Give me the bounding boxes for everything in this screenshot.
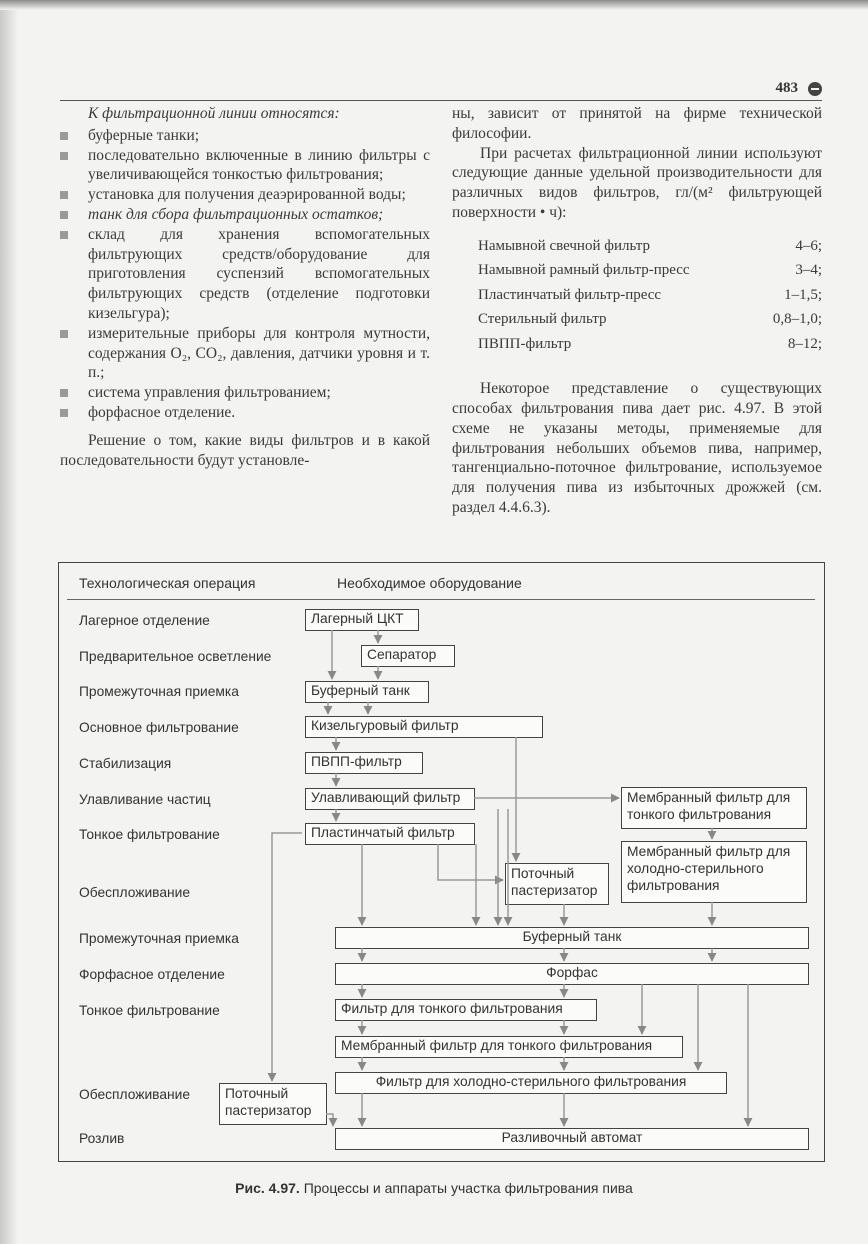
operation-label: Лагерное отделение	[79, 613, 210, 628]
page-edge-shadow	[0, 0, 18, 1244]
figure-caption: Рис. 4.97. Процессы и аппараты участка фильтрования пива	[235, 1180, 633, 1196]
membrane-fine-filter-box: Мембранный фильтр для тонкого фильтрования	[621, 787, 807, 829]
operation-label: Розлив	[79, 1131, 125, 1146]
right-column	[452, 104, 822, 518]
rate-row: Намывной рамный фильтр-пресс 3–4;	[478, 262, 822, 279]
cold-sterile-filter-box: Фильтр для холодно-стерильного фильтрования	[335, 1072, 727, 1094]
buffer-tank-box: Буферный танк	[305, 681, 429, 703]
header-equipment: Необходимое оборудование	[337, 575, 522, 591]
list-item: склад для хранения вспомогательных фильтрующих средств/оборудование для приготовления суспензий вспомогательных фильтрующих средств (отделение подготовки кизельгура);	[60, 225, 430, 324]
left-column	[60, 104, 430, 470]
buffer-tank-2-box: Буферный танк	[335, 927, 809, 949]
bullet-icon	[60, 389, 68, 397]
operation-label: Обеспложивание	[79, 885, 191, 900]
closing-paragraph: Решение о том, какие виды фильтров и в какой последовательности будут установле-	[60, 431, 430, 469]
operation-label: Предварительное осветление	[79, 649, 272, 664]
plate-filter-box: Пластинчатый фильтр	[305, 823, 475, 845]
bottling-machine-box: Разливочный автомат	[335, 1128, 809, 1150]
flow-pasteurizer-2-box: Поточный пастеризатор	[219, 1083, 327, 1125]
membrane-fine-2-box: Мембранный фильтр для тонкого фильтрования	[335, 1036, 683, 1058]
running-header	[60, 80, 822, 101]
bullet-icon	[60, 231, 68, 239]
membrane-cold-sterile-box: Мембранный фильтр для холодно-стерильного фильтрования	[621, 841, 807, 903]
rate-row: Стерильный фильтр 0,8–1,0;	[478, 311, 822, 328]
rate-row: Намывной свечной фильтр 4–6;	[478, 237, 822, 254]
list-intro: К фильтрационной линии относятся:	[88, 105, 340, 122]
operation-label: Промежуточная приемка	[79, 931, 239, 946]
bullet-icon	[60, 191, 68, 199]
bullet-icon	[60, 152, 68, 160]
operation-label: Обеспложивание	[79, 1087, 191, 1102]
separator-box: Сепаратор	[361, 645, 455, 667]
list-item: установка для получения деаэрированной воды;	[60, 185, 430, 205]
operation-label: Форфасное отделение	[79, 967, 225, 982]
rate-row: Пластинчатый фильтр-пресс 1–1,5;	[478, 286, 822, 303]
fine-filter-box: Фильтр для тонкого фильтрования	[335, 999, 597, 1021]
page-marker-icon	[808, 82, 822, 96]
list-item: буферные танки;	[60, 126, 430, 146]
page-number: 483	[775, 80, 798, 96]
trap-filter-box: Улавливающий фильтр	[305, 788, 475, 810]
bullet-icon	[60, 211, 68, 219]
rates-intro: При расчетах фильтрационной линии используют следующие данные удельной производительности для различных видов фильтров, гл/(м² фильтрующей поверхности • ч):	[452, 144, 822, 221]
bullet-icon	[60, 132, 68, 140]
top-scan-edge	[0, 0, 868, 10]
bullet-icon	[60, 330, 68, 338]
rates-table	[478, 237, 822, 360]
bullet-icon	[60, 409, 68, 417]
flow-pasteurizer-box: Поточный пастеризатор	[505, 863, 609, 905]
header-rule	[67, 599, 815, 600]
list-item: форфасное отделение.	[60, 403, 430, 423]
figure-reference-paragraph: Некоторое представление о существующих способах фильтрования пива дает рис. 4.97. В этой схеме не указаны методы, применяемые для фильтрования небольших объемов пива, например, тангенциально-поточное фильтрование, используемое для получения пива из избыточных дрожжей (см. раздел 4.4.6.3).	[452, 380, 822, 517]
operation-label: Тонкое фильтрование	[79, 827, 220, 842]
operation-label: Тонкое фильтрование	[79, 1003, 220, 1018]
operation-label: Основное фильтрование	[79, 720, 239, 735]
kieselguhr-filter-box: Кизельгуровый фильтр	[305, 716, 543, 738]
pvpp-filter-box: ПВПП-фильтр	[305, 752, 423, 774]
operation-label: Улавливание частиц	[79, 792, 211, 807]
list-item: система управления фильтрованием;	[60, 383, 430, 403]
operation-label: Промежуточная приемка	[79, 684, 239, 699]
figure-frame	[58, 562, 825, 1162]
list-item: измерительные приборы для контроля мутности, содержания O₂, CO₂, давления, датчики уровня и т. п.;	[60, 324, 430, 383]
components-list	[60, 126, 430, 423]
list-item: последовательно включенные в линию фильтры с увеличивающейся тонкостью фильтрования;	[60, 146, 430, 186]
continuation-text: ны, зависит от принятой на фирме технической философии.	[452, 105, 822, 142]
forfas-box: Форфас	[335, 963, 809, 985]
header-operation: Технологическая операция	[79, 575, 256, 591]
lager-ckt-box: Лагерный ЦКТ	[305, 609, 419, 631]
list-item: танк для сбора фильтрационных остатков;	[60, 205, 430, 225]
operation-label: Стабилизация	[79, 756, 172, 771]
rate-row: ПВПП-фильтр 8–12;	[478, 335, 822, 352]
